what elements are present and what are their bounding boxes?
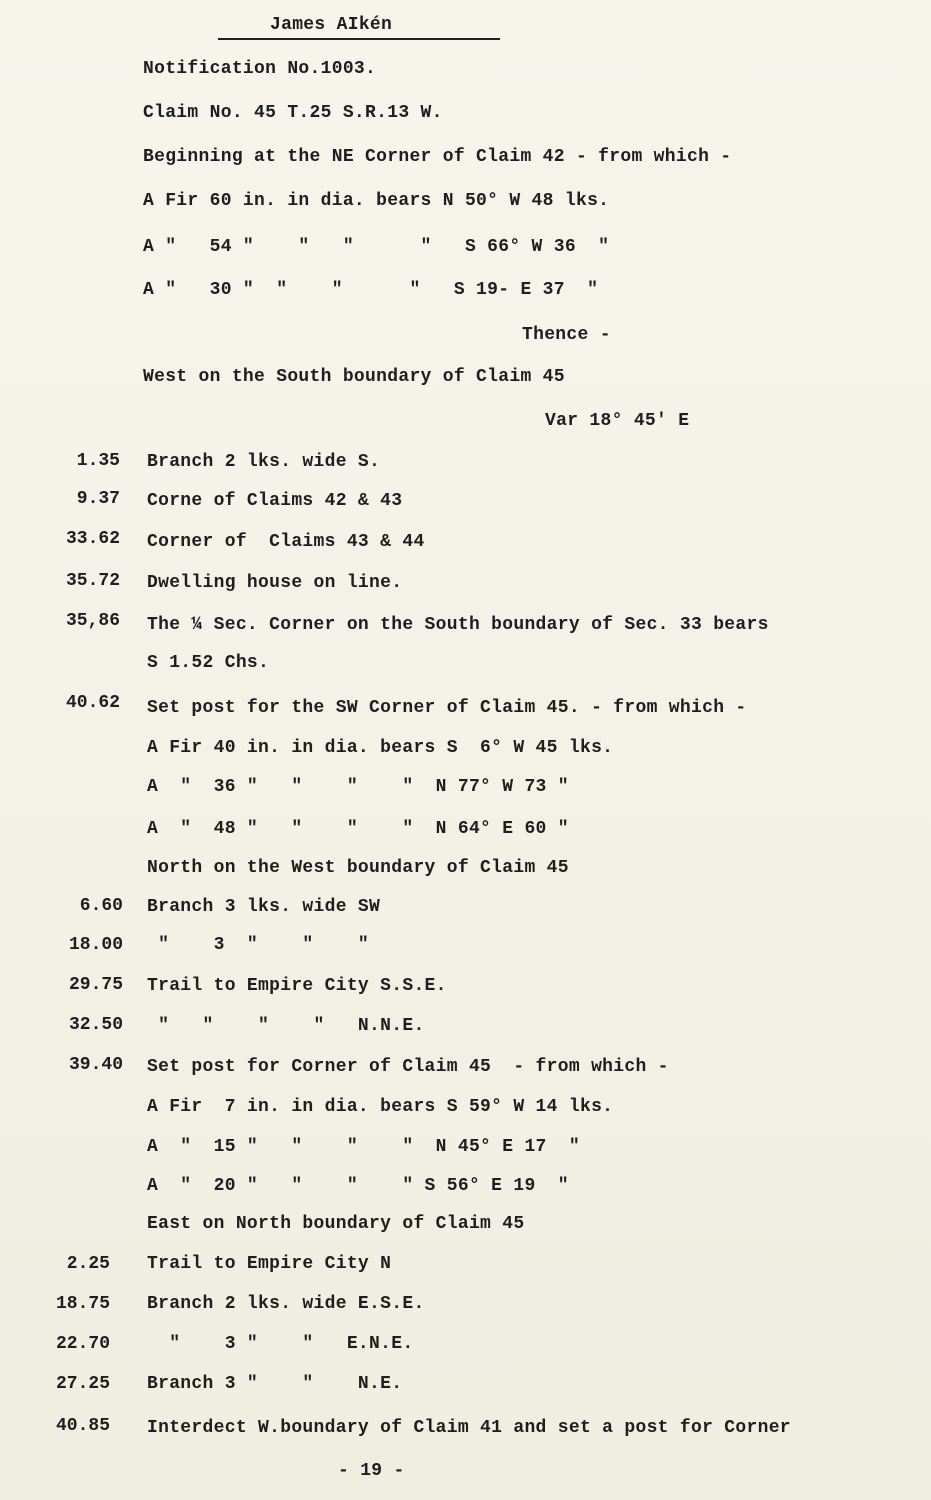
- chain-distance: 1.35: [76, 451, 120, 471]
- chain-distance: 2.25: [66, 1254, 110, 1274]
- entry-text: Branch 3 lks. wide SW: [147, 897, 381, 917]
- entry-text: A Fir 7 in. in dia. bears S 59° W 14 lks.: [147, 1097, 614, 1117]
- chain-distance: 18.00: [68, 935, 123, 955]
- entry-text: Trail to Empire City S.S.E.: [147, 976, 447, 996]
- intro-line: A " 30 " " " " S 19- E 37 ": [143, 280, 599, 300]
- chain-distance: 6.60: [79, 896, 123, 916]
- header-underline: [218, 38, 500, 40]
- notification-number: Notification No.1003.: [143, 59, 377, 79]
- chain-distance: 32.50: [68, 1015, 123, 1035]
- entry-text: Corne of Claims 42 & 43: [147, 491, 403, 511]
- claim-number: Claim No. 45 T.25 S.R.13 W.: [143, 103, 443, 123]
- variation-label: Var 18° 45' E: [545, 411, 690, 431]
- direction-heading: West on the South boundary of Claim 45: [143, 367, 565, 387]
- chain-distance: 22.70: [55, 1334, 110, 1354]
- entry-text: Trail to Empire City N: [147, 1254, 392, 1274]
- chain-distance: 39.40: [68, 1055, 123, 1075]
- entry-text: Branch 2 lks. wide S.: [147, 452, 381, 472]
- chain-distance: 29.75: [68, 975, 123, 995]
- chain-distance: 40.85: [55, 1416, 110, 1436]
- entry-text: The ¼ Sec. Corner on the South boundary of Sec. 33 bears: [147, 615, 769, 635]
- entry-text: A " 20 " " " " S 56° E 19 ": [147, 1176, 569, 1196]
- entry-text: " " " " N.N.E.: [147, 1016, 425, 1036]
- entry-text: Branch 3 " " N.E.: [147, 1374, 403, 1394]
- thence-label: Thence -: [522, 325, 611, 345]
- entry-text: Dwelling house on line.: [147, 573, 403, 593]
- page-number: - 19 -: [338, 1461, 405, 1481]
- entry-text: A " 36 " " " " N 77° W 73 ": [147, 777, 569, 797]
- entry-text: S 1.52 Chs.: [147, 653, 270, 673]
- entry-text: " 3 " " E.N.E.: [147, 1334, 414, 1354]
- chain-distance: 35.72: [65, 571, 120, 591]
- chain-distance: 40.62: [65, 693, 120, 713]
- chain-distance: 35,86: [65, 611, 120, 631]
- chain-distance: 33.62: [65, 529, 120, 549]
- entry-text: Interdect W.boundary of Claim 41 and set a post for Corner: [147, 1418, 791, 1438]
- direction-heading: East on North boundary of Claim 45: [147, 1214, 525, 1234]
- chain-distance: 18.75: [55, 1294, 110, 1314]
- chain-distance: 9.37: [76, 489, 120, 509]
- entry-text: A " 15 " " " " N 45° E 17 ": [147, 1137, 580, 1157]
- entry-text: Corner of Claims 43 & 44: [147, 532, 425, 552]
- entry-text: " 3 " " ": [147, 935, 370, 955]
- intro-line: A " 54 " " " " S 66° W 36 ": [143, 237, 610, 257]
- intro-line: Beginning at the NE Corner of Claim 42 - from which -: [143, 147, 732, 167]
- surveyor-name: James AIkén: [270, 15, 393, 35]
- intro-line: A Fir 60 in. in dia. bears N 50° W 48 lks.: [143, 191, 610, 211]
- entry-text: Set post for the SW Corner of Claim 45. - from which -: [147, 698, 747, 718]
- chain-distance: 27.25: [55, 1374, 110, 1394]
- entry-text: A Fir 40 in. in dia. bears S 6° W 45 lks.: [147, 738, 614, 758]
- entry-text: A " 48 " " " " N 64° E 60 ": [147, 819, 569, 839]
- direction-heading: North on the West boundary of Claim 45: [147, 858, 569, 878]
- entry-text: Set post for Corner of Claim 45 - from which -: [147, 1057, 669, 1077]
- entry-text: Branch 2 lks. wide E.S.E.: [147, 1294, 425, 1314]
